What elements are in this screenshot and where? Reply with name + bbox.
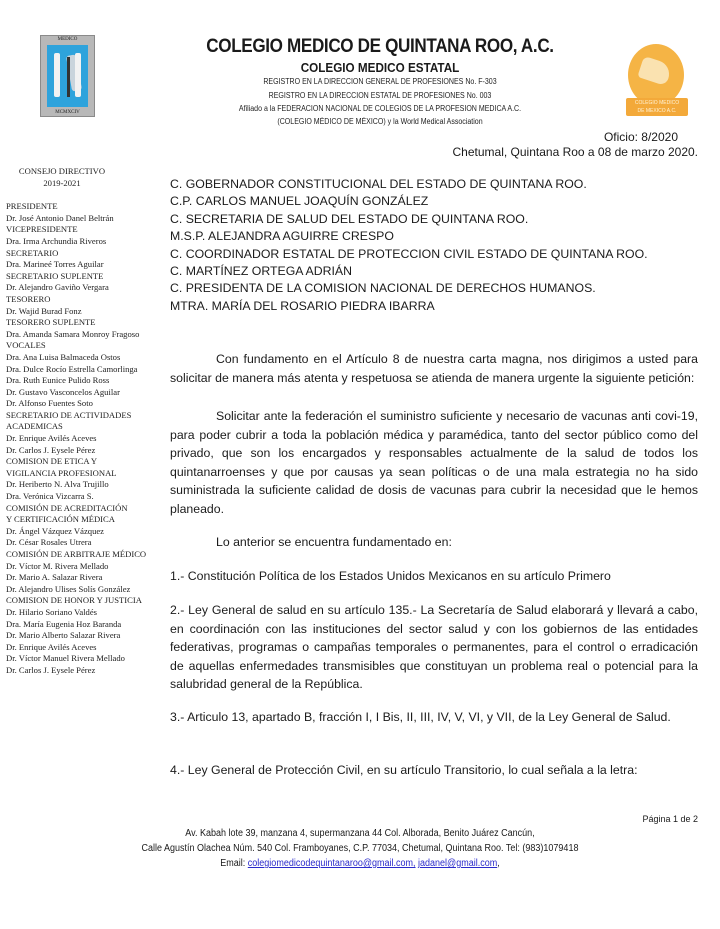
sidebar-line: Dr. César Rosales Utrera — [6, 537, 92, 548]
pillar-left-icon — [54, 53, 60, 97]
email-link-colegio[interactable]: colegiomedicodequintanaroo@gmail.com, — [247, 858, 416, 869]
recipient-line: M.S.P. ALEJANDRA AGUIRRE CRESPO — [170, 229, 394, 244]
recipient-line: C. MARTÍNEZ ORTEGA ADRIÁN — [170, 264, 352, 279]
sidebar-line: Dr. José Antonio Danel Beltrán — [6, 212, 114, 223]
legal-basis-item: 1.- Constitución Política de los Estados Unidos Mexicanos en su artículo Primero — [170, 569, 611, 583]
seal-band — [626, 98, 688, 116]
sidebar-line: Dr. Enrique Avilés Aceves — [6, 641, 97, 652]
colegio-medico-seal-icon — [40, 35, 95, 117]
pillar-right-icon — [75, 53, 81, 97]
sidebar-line: Dra. Ruth Eunice Pulido Ross — [6, 375, 110, 386]
registry-line: REGISTRO EN LA DIRECCION ESTATAL DE PROFESIONES No. 003 — [268, 91, 492, 100]
paragraph-text: Con fundamento en el Artículo 8 de nuestra carta magna, nos dirigimos a usted para solicitar de manera más atenta y respetuosa se atienda de manera urgente la siguiente petición: — [170, 352, 698, 385]
seal-bottom-text: MCMXCIV — [55, 110, 80, 115]
sidebar-heading: CONSEJO DIRECTIVO — [18, 166, 106, 176]
seal-band-text-1: COLEGIO MEDICO — [634, 100, 680, 106]
sidebar-line: PRESIDENTE — [6, 201, 58, 212]
sidebar-line: ACADEMICAS — [6, 421, 63, 432]
footer-address: Av. Kabah lote 39, manzana 4, supermanzana 44 Col. Alborada, Benito Juárez Cancún, — [185, 828, 535, 839]
sidebar-line: Dr. Carlos J. Eysele Pérez — [6, 664, 96, 675]
legal-basis-item: 2.- Ley General de salud en su artículo 135.- La Secretaría de Salud elaborará y llevará a cabo, en coordinación con las instituciones del sector salud y con los gobiernos de las entidades federativas, programas o campañas temporales o permanentes, para el control o erradicación de aquellas enfermedades transmisibles que constituyan un problema real o potencial para la salubridad general de la República. — [170, 603, 698, 691]
sidebar-line: Dr. Mario A. Salazar Rivera — [6, 572, 103, 583]
oficio-number: Oficio: 8/2020 — [603, 130, 678, 144]
footer-address: Calle Agustín Olachea Núm. 540 Col. Framboyanes, C.P. 77034, Chetumal, Quintana Roo. Tel: (983)1079418 — [141, 843, 579, 854]
sidebar-line: Dr. Enrique Avilés Aceves — [6, 433, 97, 444]
sidebar-line: Dr. Gustavo Vasconcelos Aguilar — [6, 386, 120, 397]
seal-top-text: MEDICO — [57, 37, 78, 42]
letterhead-title: COLEGIO MEDICO DE QUINTANA ROO, A.C. — [206, 36, 554, 57]
page-number: Página 1 de 2 — [642, 814, 698, 824]
sidebar-line: Dra. Ana Luisa Balmaceda Ostos — [6, 351, 121, 362]
sidebar-line: TESORERO SUPLENTE — [6, 317, 96, 328]
paragraph-text: Lo anterior se encuentra fundamentado en: — [216, 535, 452, 549]
sidebar-line: Dr. Carlos J. Eysele Pérez — [6, 444, 96, 455]
sidebar-line: VICEPRESIDENTE — [6, 224, 78, 235]
rod-of-asclepius-icon — [67, 57, 70, 97]
place-date: Chetumal, Quintana Roo a 08 de marzo 2020. — [452, 145, 698, 159]
sidebar-line: Dr. Alejandro Ulises Solís González — [6, 583, 131, 594]
body-paragraph — [170, 350, 698, 387]
colegio-medico-de-mexico-seal-icon — [626, 44, 688, 118]
sidebar-line: SECRETARIO DE ACTIVIDADES — [6, 409, 132, 420]
registry-line: REGISTRO EN LA DIRECCION GENERAL DE PROFESIONES No. F-303 — [263, 77, 497, 86]
sidebar-line: Dr. Hilario Soriano Valdés — [6, 606, 98, 617]
spacer — [6, 189, 166, 201]
recipients-block — [170, 176, 648, 315]
paragraph-text: Solicitar ante la federación el suministro suficiente y necesario de vacunas anti covi-19, para poder cubrir a toda la población médica y paramédica, tanto del sector público como del privado, que son los encargados y responsables actualmente de la salud de todos los quintanarroenses y que por causas ya sean políticas o de una mala estrategia no ha sido suministrada la suficiente calidad de dosis de vacunas para cubrir la necesidad que le hemos planeado. — [170, 409, 698, 516]
sidebar-line: Dr. Alejandro Gaviño Vergara — [6, 282, 109, 293]
letterhead-subtitle: COLEGIO MEDICO ESTATAL — [300, 60, 460, 75]
sidebar-line: Dr. Víctor Manuel Rivera Mellado — [6, 653, 125, 664]
sidebar-line: Dra. Marineé Torres Aguilar — [6, 259, 104, 270]
seal-emblem — [47, 45, 88, 107]
legal-basis-item: 3.- Articulo 13, apartado B, fracción I, I Bis, II, III, IV, V, VI, y VII, de la Ley General de Salud. — [170, 710, 671, 724]
recipient-line: C. SECRETARIA DE SALUD DEL ESTADO DE QUINTANA ROO. — [170, 211, 529, 226]
recipient-line: C.P. CARLOS MANUEL JOAQUÍN GONZÁLEZ — [170, 194, 429, 209]
sidebar-line: Dra. Amanda Samara Monroy Fragoso — [6, 328, 140, 339]
footer-email-line — [126, 858, 594, 869]
sidebar-line: Dr. Heriberto N. Alva Trujillo — [6, 479, 109, 490]
sidebar-line: Dr. Víctor M. Rivera Mellado — [6, 560, 109, 571]
sidebar-line: Dra. Irma Archundia Riveros — [6, 235, 107, 246]
sidebar-line: Dr. Wajid Burad Fonz — [6, 305, 82, 316]
recipient-line: C. PRESIDENTA DE LA COMISION NACIONAL DE DERECHOS HUMANOS. — [170, 281, 596, 296]
sidebar-line: Y CERTIFICACIÓN MÉDICA — [6, 514, 115, 525]
sidebar-line: Dr. Alfonso Fuentes Soto — [6, 398, 93, 409]
recipient-line: MTRA. MARÍA DEL ROSARIO PIEDRA IBARRA — [170, 298, 435, 313]
board-of-directors-sidebar — [6, 166, 166, 677]
affiliation-line: (COLEGIO MÉDICO DE MÉXICO) y la World Medical Association — [277, 117, 483, 126]
sidebar-line: TESORERO — [6, 293, 51, 304]
body-paragraph — [170, 533, 698, 552]
sidebar-line: VIGILANCIA PROFESIONAL — [6, 467, 117, 478]
sidebar-line: COMISIÓN DE ARBITRAJE MÉDICO — [6, 549, 147, 559]
sidebar-line: Dra. Verónica Vizcarra S. — [6, 491, 94, 502]
sidebar-line: COMISIÓN DE ACREDITACIÓN — [6, 502, 128, 513]
recipient-line: C. COORDINADOR ESTATAL DE PROTECCION CIVIL ESTADO DE QUINTANA ROO. — [170, 246, 648, 261]
sidebar-line: VOCALES — [6, 340, 46, 351]
trailing-comma: , — [497, 858, 500, 869]
sidebar-line: Dra. María Eugenia Hoz Baranda — [6, 618, 122, 629]
sidebar-line: Dra. Dulce Rocío Estrella Camorlinga — [6, 363, 138, 374]
sidebar-line: Dr. Ángel Vázquez Vázquez — [6, 525, 104, 536]
body-paragraph — [170, 407, 698, 518]
sidebar-period: 2019-2021 — [43, 177, 81, 188]
email-label: Email: — [220, 858, 246, 869]
recipient-line: C. GOBERNADOR CONSTITUCIONAL DEL ESTADO DE QUINTANA ROO. — [170, 177, 587, 191]
sidebar-line: SECRETARIO — [6, 247, 59, 258]
sidebar-line: Dr. Mario Alberto Salazar Rivera — [6, 630, 121, 641]
affiliation-line: Afiliado a la FEDERACION NACIONAL DE COLEGIOS DE LA PROFESION MEDICA A.C. — [238, 104, 522, 113]
email-link-jadanel[interactable]: jadanel@gmail.com — [418, 858, 498, 869]
sidebar-line: SECRETARIO SUPLENTE — [6, 270, 104, 281]
sidebar-line: COMISION DE HONOR Y JUSTICIA — [6, 595, 142, 606]
legal-basis-item: 4.- Ley General de Protección Civil, en su artículo Transitorio, lo cual señala a la letra: — [170, 763, 638, 777]
seal-band-text-2: DE MEXICO A.C. — [637, 108, 677, 114]
sidebar-member-list — [6, 201, 166, 676]
sidebar-line: COMISION DE ETICA Y — [6, 456, 98, 467]
